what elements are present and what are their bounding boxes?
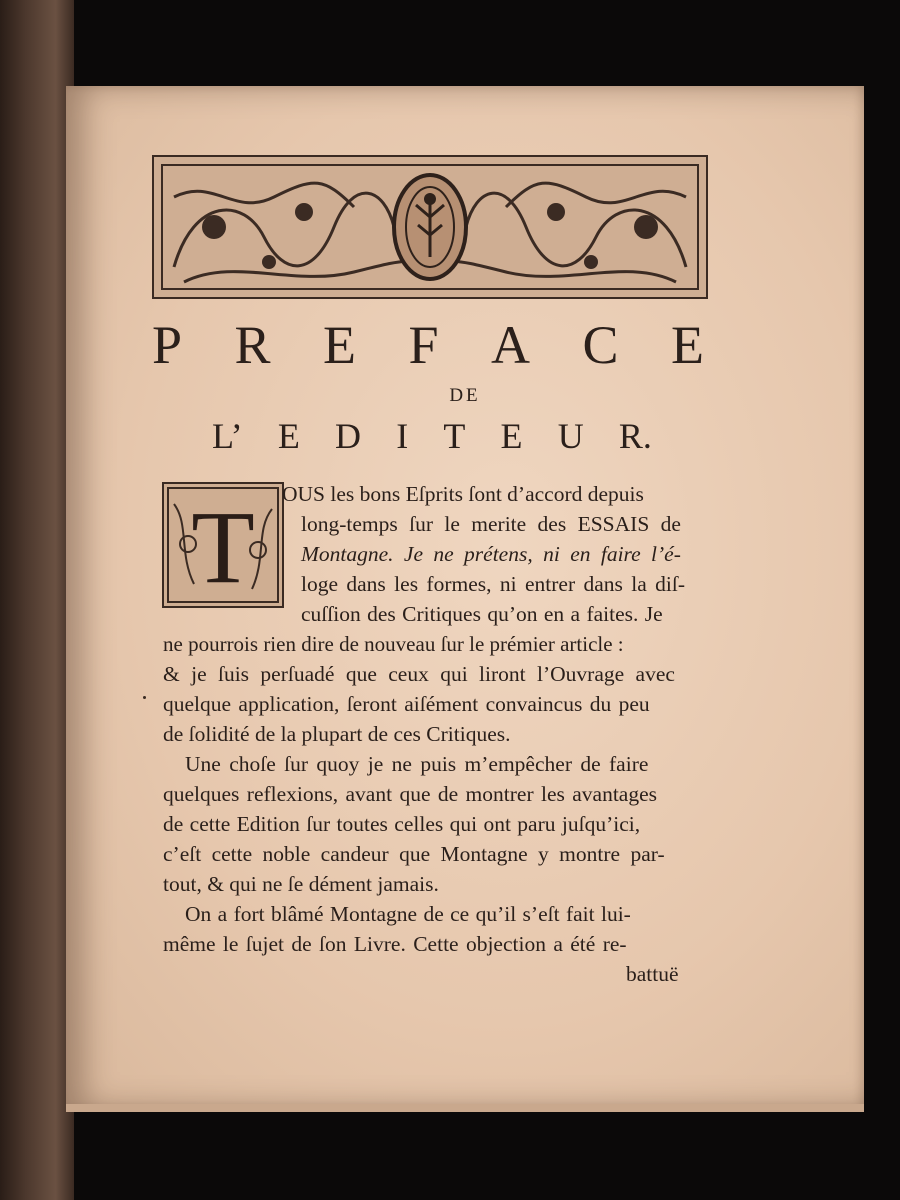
text-line: Une choſe ſur quoy je ne puis m’empêcher de faire [185, 752, 649, 776]
ink-speck [143, 696, 146, 699]
text-line: de cette Edition ſur toutes celles qui ont paru juſqu’ici, [163, 812, 641, 836]
subtitle-editeur [212, 418, 652, 454]
page-bottom-edge [66, 1104, 864, 1112]
title-letter: P [152, 315, 183, 375]
title-letter: R [234, 315, 271, 375]
text-line: loge dans les formes, ni entrer dans la diſ- [301, 572, 686, 596]
subtitle-letter: T [443, 416, 466, 456]
text-line: ne pourrois rien dire de nouveau ſur le prémier article : [163, 632, 624, 656]
subtitle-letter: I [396, 416, 409, 456]
title-letter: E [670, 315, 704, 375]
subtitle-letter: D [335, 416, 362, 456]
subtitle-letter: E [500, 416, 523, 456]
subtitle-letter: L’ [212, 416, 243, 456]
text-line: de ſolidité de la plupart de ces Critiques. [163, 722, 511, 746]
text-line: cuſſion des Critiques qu’on en a faites. Je [301, 602, 663, 626]
decorated-initial [162, 482, 284, 608]
text-line: c’eſt cette noble candeur que Montagne y montre par- [163, 842, 665, 866]
previous-page-edge [0, 0, 74, 1200]
text-line: quelques reflexions, avant que de montrer les avantages [163, 782, 657, 806]
subtitle-letter: R. [618, 416, 652, 456]
text-line: quelque application, ſeront aiſément convaincus du peu [163, 692, 650, 716]
title-preface [152, 315, 704, 375]
title-letter: E [323, 315, 357, 375]
title-letter: C [582, 315, 619, 375]
text-line: & je ſuis perſuadé que ceux qui liront l’Ouvrage avec [163, 662, 675, 686]
dropcap-letter: T [191, 490, 255, 605]
title-letter: A [491, 315, 530, 375]
title-letter: F [408, 315, 439, 375]
subtitle-de: DE [449, 385, 481, 406]
catchword: battuë [626, 962, 679, 986]
subtitle-letter: U [557, 416, 584, 456]
subtitle-letter: E [277, 416, 300, 456]
text-line: Montagne. Je ne prétens, ni en faire l’é- [301, 542, 681, 566]
text-line: même le ſujet de ſon Livre. Cette objection a été re- [163, 932, 627, 956]
text-line: tout, & qui ne ſe dément jamais. [163, 872, 439, 896]
text-line: OUS les bons Eſprits ſont d’accord depuis [282, 482, 644, 506]
text-line: On a fort blâmé Montagne de ce qu’il s’eſt fait lui- [185, 902, 631, 926]
text-line: long-temps ſur le merite des ESSAIS de [301, 512, 681, 536]
ornamental-headpiece [152, 155, 708, 299]
